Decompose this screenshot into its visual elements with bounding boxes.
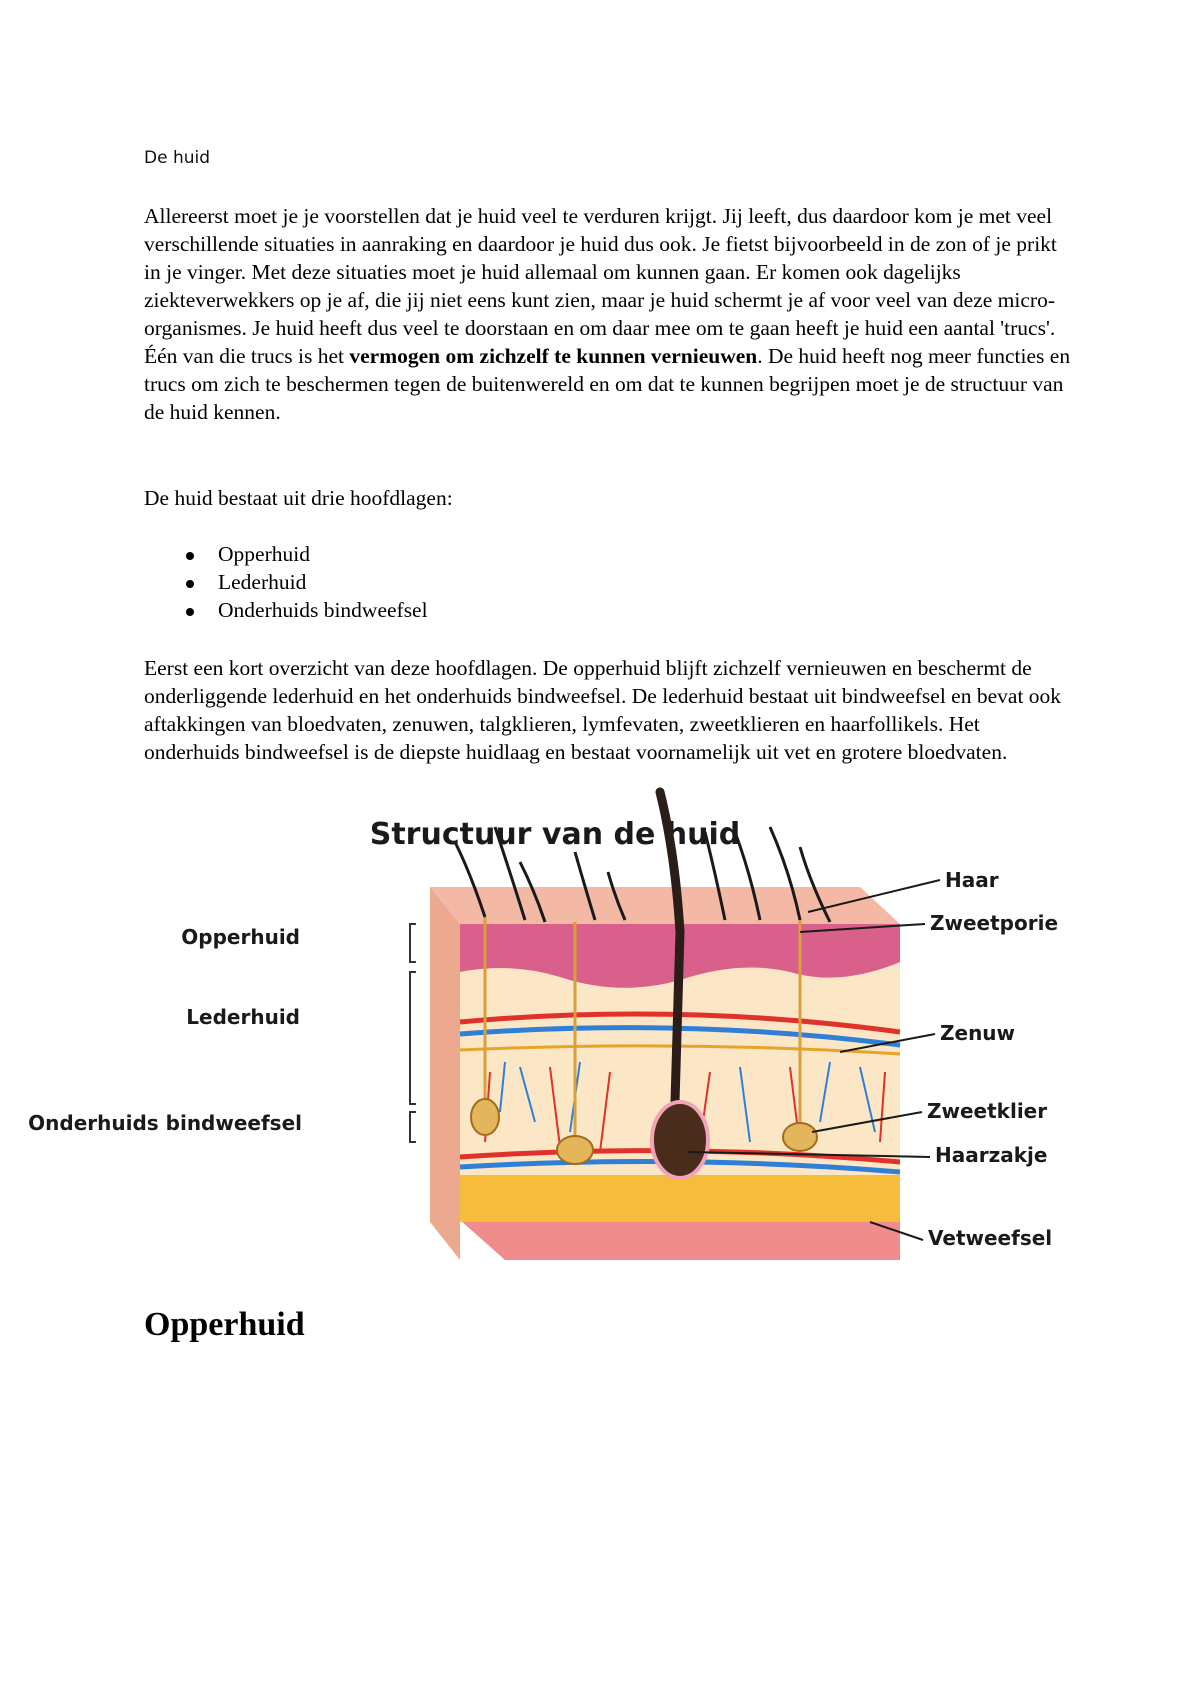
label-haarzakje: Haarzakje — [935, 1143, 1048, 1167]
layers-intro: De huid bestaat uit drie hoofdlagen: — [144, 486, 453, 510]
bracket-lederhuid — [410, 972, 416, 1104]
skin-structure-figure — [28, 812, 1070, 1282]
bracket-opperhuid — [410, 924, 416, 962]
list-item-label: Opperhuid — [218, 542, 310, 566]
label-zweetporie: Zweetporie — [930, 911, 1059, 935]
sweat-gland-middle — [557, 1136, 593, 1164]
sweat-gland-left — [471, 1099, 499, 1135]
bottom-layer — [460, 1220, 900, 1260]
bullet-icon — [186, 580, 194, 588]
bullet-icon — [186, 552, 194, 560]
skin-block-illustration — [430, 792, 900, 1260]
block-left-side — [430, 887, 460, 1260]
section-heading: Opperhuid — [144, 1306, 305, 1343]
label-vetweefsel: Vetweefsel — [928, 1226, 1053, 1250]
document-title: De huid — [144, 148, 211, 168]
layer-list — [144, 540, 428, 624]
list-item — [144, 568, 428, 596]
overview-paragraph: Eerst een kort overzicht van deze hoofdlagen. De opperhuid blijft zichzelf vernieuwen en beschermt de onderliggende lederhuid en het onderhuids bindweefsel. De lederhuid bestaat uit bindweefsel en bevat ook aftakkingen van bloedvaten, zenuwen, talgklieren, lymfevaten, zweetklieren en haarfollikels. Het onderhuids bindweefsel is de diepste huidlaag en bestaat voornamelijk uit vet en grotere bloedvaten. — [144, 656, 1062, 764]
label-onderhuids-bindweefsel: Onderhuids bindweefsel — [28, 1111, 302, 1135]
left-labels — [28, 924, 416, 1142]
list-item — [144, 596, 428, 624]
label-zweetklier: Zweetklier — [927, 1099, 1048, 1123]
bracket-onderhuids — [410, 1112, 416, 1142]
label-haar: Haar — [945, 868, 999, 892]
label-opperhuid: Opperhuid — [181, 925, 300, 949]
list-item — [144, 540, 428, 568]
list-item-label: Onderhuids bindweefsel — [218, 598, 428, 622]
intro-bold-text: vermogen om zichzelf te kunnen vernieuwen — [349, 344, 758, 368]
intro-text-end: . De huid heeft nog meer functies en trucs om zich te beschermen tegen de buitenwereld en om dat te kunnen begrijpen moet je de structuur van de huid kennen. — [144, 344, 1071, 424]
list-item-label: Lederhuid — [218, 570, 307, 594]
intro-paragraph — [144, 202, 1074, 426]
label-zenuw: Zenuw — [940, 1021, 1016, 1045]
intro-text-start: Allereerst moet je je voorstellen dat je huid veel te verduren krijgt. Jij leeft, dus daardoor kom je met veel verschillende situaties in aanraking en daardoor je huid dus ook. Je fietst bijvoorbeeld in de zon of je prikt in je vinger. Met deze situaties moet je huid allemaal om kunnen gaan. Er komen ook dagelijks ziekteverwekkers op je af, die jij niet eens kunt zien, maar je huid schermt je af voor veel van deze micro-organismes. Je huid heeft dus veel te doorstaan en om daar mee om te gaan heeft je huid een aantal 'trucs'. Één van die trucs is het — [144, 204, 1057, 368]
sweat-gland-right — [783, 1123, 817, 1151]
figure-title: Structuur van de huid — [369, 817, 741, 852]
bullet-icon — [186, 608, 194, 616]
label-lederhuid: Lederhuid — [186, 1005, 300, 1029]
hair-follicle — [652, 1102, 708, 1178]
